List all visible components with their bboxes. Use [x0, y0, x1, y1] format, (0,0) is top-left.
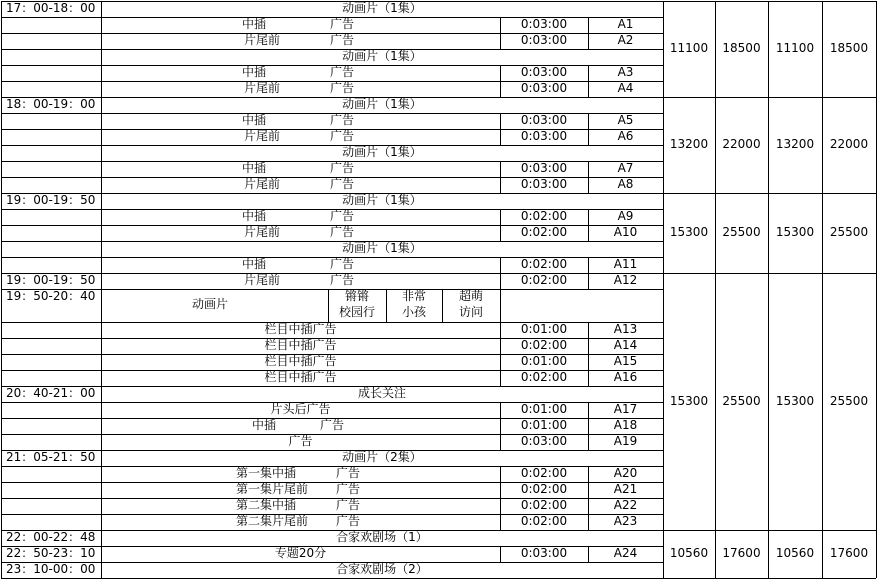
ad-type: 广告 — [330, 33, 355, 47]
ad-duration: 0:02:00 — [520, 466, 568, 480]
grid-line — [715, 1, 716, 578]
ad-duration: 0:03:00 — [520, 546, 568, 560]
ad-type: 广告 — [336, 482, 361, 496]
ad-position: 第二集中插 — [236, 498, 297, 512]
ad-duration: 0:03:00 — [520, 65, 568, 79]
program-title: 动画片（1集） — [342, 97, 422, 111]
ad-label: 栏目中插广告 — [264, 354, 337, 368]
ad-type: 广告 — [330, 65, 355, 79]
ad-type: 广告 — [336, 466, 361, 480]
ad-label: 专题20分 — [274, 546, 327, 560]
program-title: 动画片（1集） — [342, 241, 422, 255]
ad-code: A14 — [613, 338, 638, 352]
ad-duration: 0:03:00 — [520, 161, 568, 175]
price-cell: 17600 — [722, 546, 761, 560]
ad-type: 广告 — [330, 113, 355, 127]
price-cell: 25500 — [829, 393, 869, 408]
sub-program: 锵锵 — [344, 289, 369, 303]
ad-type: 广告 — [330, 129, 355, 143]
ad-duration: 0:02:00 — [520, 514, 568, 528]
ad-code: A22 — [613, 498, 638, 512]
ad-code: A8 — [617, 177, 634, 191]
ad-type: 广告 — [330, 161, 355, 175]
time-slot: 21：05-21：50 — [6, 450, 96, 464]
time-slot: 18：00-19：00 — [6, 97, 96, 111]
ad-code: A2 — [617, 33, 634, 47]
ad-position: 中插 — [242, 161, 267, 175]
ad-code: A7 — [617, 161, 634, 175]
ad-code: A1 — [617, 17, 634, 31]
grid-line — [663, 97, 876, 98]
price-cell: 15300 — [669, 393, 709, 408]
price-cell: 15300 — [669, 225, 709, 239]
grid-line — [663, 273, 876, 274]
program-title: 动画片（2集） — [342, 450, 422, 464]
ad-position: 中插 — [252, 418, 277, 432]
price-cell: 11100 — [775, 41, 815, 55]
ad-duration: 0:02:00 — [520, 482, 568, 496]
ad-position: 中插 — [242, 113, 267, 127]
program-title: 动画片（1集） — [342, 49, 422, 63]
ad-type: 广告 — [336, 498, 361, 512]
ad-duration: 0:02:00 — [520, 257, 568, 271]
sub-program: 小孩 — [401, 305, 426, 319]
ad-duration: 0:02:00 — [520, 498, 568, 512]
time-slot: 19：00-19：50 — [6, 273, 96, 287]
ad-code: A4 — [617, 81, 634, 95]
time-slot: 23：10-00：00 — [6, 562, 96, 576]
grid-line — [500, 289, 501, 322]
ad-duration: 0:02:00 — [520, 370, 568, 384]
ad-code: A13 — [613, 322, 638, 336]
grid-line — [663, 530, 876, 531]
ad-label: 广告 — [288, 434, 313, 448]
ad-duration: 0:01:00 — [520, 354, 568, 368]
ad-position: 中插 — [242, 17, 267, 31]
program-title: 成长关注 — [357, 386, 406, 400]
time-slot: 19：50-20：40 — [6, 289, 96, 303]
ad-type: 广告 — [330, 225, 355, 239]
ad-code: A11 — [613, 257, 638, 271]
ad-type: 广告 — [330, 177, 355, 191]
program-title: 动画片（1集） — [342, 1, 422, 15]
ad-duration: 0:02:00 — [520, 209, 568, 223]
ad-duration: 0:03:00 — [520, 33, 568, 47]
ad-code: A20 — [613, 466, 638, 480]
ad-position: 片尾前 — [244, 273, 281, 287]
program-title: 动画片（1集） — [342, 145, 422, 159]
sub-program: 非常 — [401, 289, 426, 303]
program-title: 合家欢剧场（1） — [336, 530, 428, 544]
ad-type: 广告 — [320, 418, 345, 432]
ad-code: A19 — [613, 434, 638, 448]
ad-position: 中插 — [242, 257, 267, 271]
ad-duration: 0:03:00 — [520, 81, 568, 95]
ad-type: 广告 — [330, 209, 355, 223]
ad-label: 栏目中插广告 — [264, 322, 337, 336]
ad-type: 广告 — [330, 17, 355, 31]
price-cell: 18500 — [829, 41, 869, 55]
price-cell: 25500 — [722, 393, 761, 408]
ad-code: A9 — [617, 209, 634, 223]
price-cell: 11100 — [669, 41, 709, 55]
price-cell: 10560 — [669, 546, 709, 560]
sub-program: 校园行 — [338, 305, 375, 319]
ad-code: A15 — [613, 354, 638, 368]
ad-duration: 0:01:00 — [520, 418, 568, 432]
ad-duration: 0:03:00 — [520, 17, 568, 31]
ad-code: A6 — [617, 129, 634, 143]
ad-code: A16 — [613, 370, 638, 384]
ad-code: A12 — [613, 273, 638, 287]
ad-duration: 0:02:00 — [520, 273, 568, 287]
time-slot: 22：50-23：10 — [6, 546, 96, 560]
price-cell: 15300 — [775, 225, 815, 239]
ad-label: 栏目中插广告 — [264, 370, 337, 384]
program-title: 合家欢剧场（2） — [336, 562, 428, 576]
ad-code: A23 — [613, 514, 638, 528]
price-cell: 13200 — [775, 137, 815, 151]
ad-duration: 0:01:00 — [520, 322, 568, 336]
price-cell: 22000 — [722, 137, 761, 151]
ad-duration: 0:03:00 — [520, 434, 568, 448]
ad-code: A10 — [613, 225, 638, 239]
price-cell: 25500 — [722, 225, 761, 239]
ad-position: 第二集片尾前 — [236, 514, 309, 528]
price-cell: 15300 — [775, 393, 815, 408]
time-slot: 22：00-22：48 — [6, 530, 96, 544]
ad-type: 广告 — [330, 81, 355, 95]
price-cell: 13200 — [669, 137, 709, 151]
ad-type: 广告 — [336, 514, 361, 528]
ad-position: 第一集片尾前 — [236, 482, 309, 496]
ad-position: 中插 — [242, 209, 267, 223]
ad-position: 片尾前 — [244, 81, 281, 95]
grid-line — [663, 1, 664, 578]
ad-duration: 0:03:00 — [520, 129, 568, 143]
ad-code: A24 — [613, 546, 638, 560]
ad-position: 片尾前 — [244, 225, 281, 239]
ad-position: 中插 — [242, 65, 267, 79]
ad-position: 第一集中插 — [236, 466, 297, 480]
price-cell: 18500 — [722, 41, 761, 55]
program-name: 动画片 — [192, 297, 229, 311]
price-cell: 22000 — [829, 137, 869, 151]
ad-code: A17 — [613, 402, 638, 416]
ad-duration: 0:03:00 — [520, 113, 568, 127]
ad-code: A21 — [613, 482, 638, 496]
ad-code: A3 — [617, 65, 634, 79]
price-cell: 25500 — [829, 225, 869, 239]
grid-line — [663, 193, 876, 194]
ad-duration: 0:01:00 — [520, 402, 568, 416]
ad-position: 片尾前 — [244, 129, 281, 143]
ad-label: 栏目中插广告 — [264, 338, 337, 352]
grid-line — [876, 1, 877, 578]
ad-duration: 0:03:00 — [520, 177, 568, 191]
grid-line — [822, 1, 823, 578]
ad-duration: 0:02:00 — [520, 338, 568, 352]
ad-code: A5 — [617, 113, 634, 127]
sub-program: 访问 — [458, 305, 483, 319]
time-slot: 20：40-21：00 — [6, 386, 96, 400]
grid-line — [768, 1, 769, 578]
ad-code: A18 — [613, 418, 638, 432]
time-slot: 19：00-19：50 — [6, 193, 96, 207]
ad-position: 片尾前 — [244, 177, 281, 191]
ad-position: 片尾前 — [244, 33, 281, 47]
ad-type: 广告 — [330, 273, 355, 287]
time-slot: 17：00-18：00 — [6, 1, 96, 15]
program-title: 动画片（1集） — [342, 193, 422, 207]
ad-label: 片头后广告 — [270, 402, 331, 416]
ad-type: 广告 — [330, 257, 355, 271]
sub-program: 超萌 — [458, 289, 483, 303]
price-cell: 17600 — [829, 546, 869, 560]
price-cell: 10560 — [775, 546, 815, 560]
ad-duration: 0:02:00 — [520, 225, 568, 239]
